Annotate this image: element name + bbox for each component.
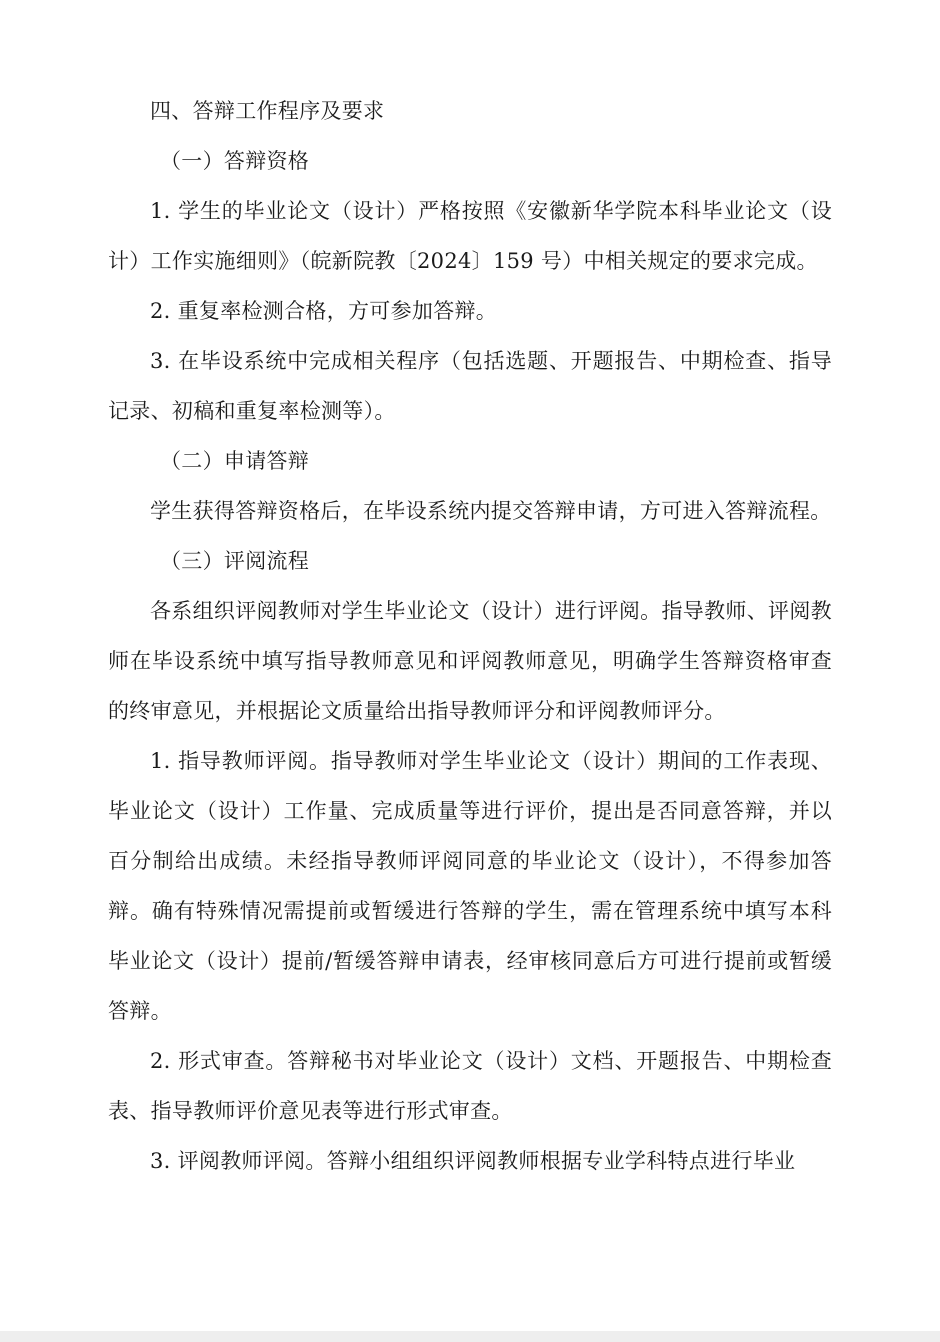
page-bottom-edge	[0, 1331, 940, 1342]
paragraph-qualification-3: 3. 在毕设系统中完成相关程序（包括选题、开题报告、中期检查、指导记录、初稿和重复率检测等）。	[108, 349, 832, 423]
subsection-heading-review: （三）评阅流程	[160, 549, 310, 573]
paragraph-review-1: 1. 指导教师评阅。指导教师对学生毕业论文（设计）期间的工作表现、毕业论文（设计）工作量、完成质量等进行评价，提出是否同意答辩，并以百分制给出成绩。未经指导教师评阅同意的毕业论文（设计），不得参加答辩。确有特殊情况需提前或暂缓进行答辩的学生，需在管理系统中填写本科毕业论文（设计）提前/暂缓答辩申请表，经审核同意后方可进行提前或暂缓答辩。	[108, 749, 832, 1023]
paragraph-qualification-1: 1. 学生的毕业论文（设计）严格按照《安徽新华学院本科毕业论文（设计）工作实施细则》（皖新院教〔2024〕159 号）中相关规定的要求完成。	[108, 199, 832, 273]
paragraph-application: 学生获得答辩资格后，在毕设系统内提交答辩申请，方可进入答辩流程。	[150, 499, 832, 523]
paragraph-review-2: 2. 形式审查。答辩秘书对毕业论文（设计）文档、开题报告、中期检查表、指导教师评价意见表等进行形式审查。	[108, 1049, 832, 1123]
subsection-heading-qualification: （一）答辩资格	[160, 149, 310, 173]
section-heading-four: 四、答辩工作程序及要求	[150, 99, 385, 123]
document-body	[108, 86, 832, 1186]
subsection-heading-application: （二）申请答辩	[160, 449, 310, 473]
paragraph-qualification-2: 2. 重复率检测合格，方可参加答辩。	[150, 299, 498, 323]
paragraph-review-3: 3. 评阅教师评阅。答辩小组组织评阅教师根据专业学科特点进行毕业	[150, 1149, 796, 1173]
paragraph-review-intro: 各系组织评阅教师对学生毕业论文（设计）进行评阅。指导教师、评阅教师在毕设系统中填写指导教师意见和评阅教师意见，明确学生答辩资格审查的终审意见，并根据论文质量给出指导教师评分和评阅教师评分。	[108, 599, 832, 723]
